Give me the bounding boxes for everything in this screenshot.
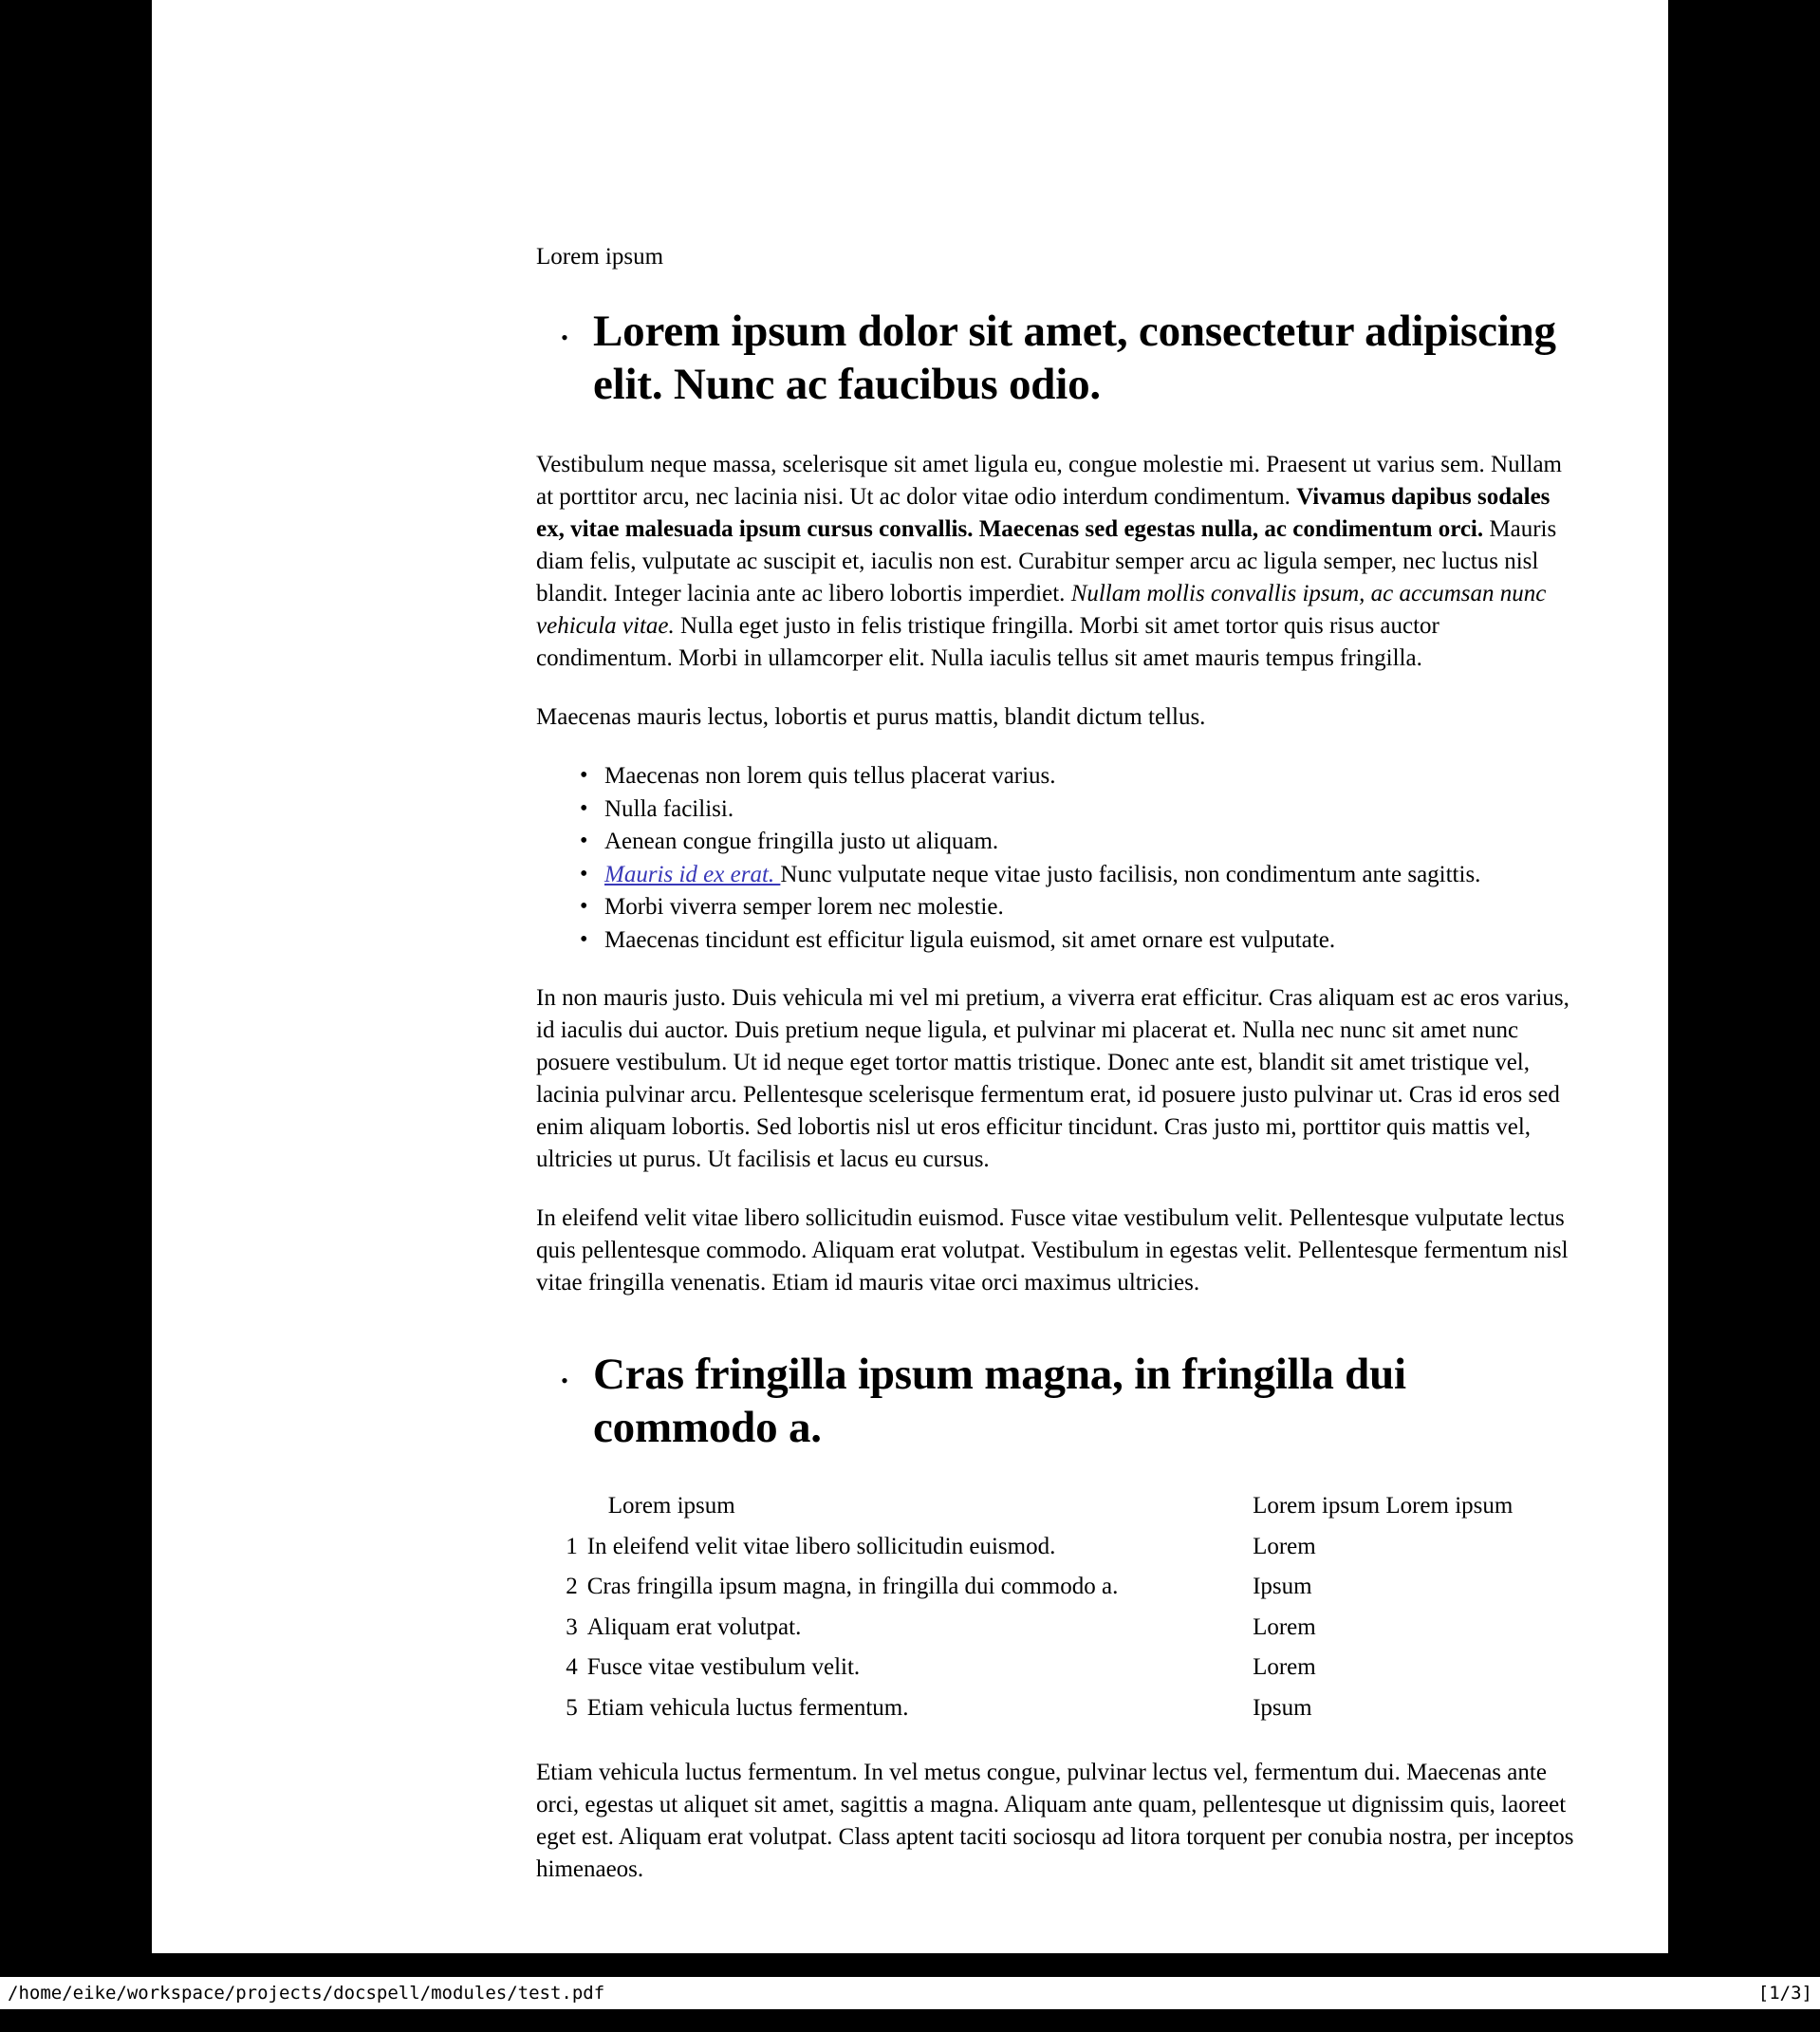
status-file-path: /home/eike/workspace/projects/docspell/modules/test.pdf [8, 1983, 605, 2004]
table-cell-val: Lorem [1253, 1654, 1316, 1681]
bullet-list [536, 760, 1580, 956]
running-head: Lorem ipsum [536, 244, 664, 270]
paragraph-1 [536, 449, 1580, 675]
heading-1-block [536, 306, 1580, 411]
paragraph-3: In non mauris justo. Duis vehicula mi vel mi pretium, a viverra erat efficitur. Cras aliquam est ac eros varius, id iaculis dui auctor. Duis pretium neque ligula, et pulvinar mi placerat et. Nulla nec nunc sit amet nunc posuere vestibulum. Ut id neque eget tortor mattis tristique. Donec ante est, blandit sit amet tristique vel, lacinia pulvinar arcu. Pellentesque scelerisque fermentum erat, id posuere justo pulvinar ut. Cras id eros sed enim aliquam lobortis. Sed lobortis nisl ut eros efficitur tincidunt. Cras justo mi, porttitor quis mattis vel, ultricies ut purus. Ut facilisis et lacus eu cursus. [536, 985, 1569, 1173]
table-header-num [544, 1486, 587, 1527]
paragraph-2: Maecenas mauris lectus, lobortis et purus mattis, blandit dictum tellus. [536, 704, 1206, 731]
table-cell-val: Lorem [1253, 1533, 1316, 1559]
list-item [576, 859, 1580, 891]
table-cell-num: 2 [566, 1574, 578, 1600]
table-row [544, 1567, 1578, 1608]
status-page-indicator: [1/3] [1757, 1983, 1812, 2004]
paragraph-1-bold: Vivamus dapibus sodales ex, vitae malesuada ipsum cursus convallis. Maecenas sed egestas nulla, ac condimentum orci. [536, 484, 1551, 543]
table-row [544, 1688, 1578, 1729]
table-cell-val: Ipsum [1253, 1574, 1312, 1600]
table-cell-num: 5 [566, 1694, 578, 1721]
paragraph-5: Etiam vehicula luctus fermentum. In vel metus congue, pulvinar lectus vel, fermentum dui. Maecenas ante orci, egestas ut aliquet sit amet, sagittis a magna. Aliquam ante quam, pellentesque ut dignissim quis, laoreet eget est. Aliquam erat volutpat. Class aptent taciti sociosqu ad litora torquent per conubia nostra, per inceptos himenaeos. [536, 1760, 1574, 1883]
table-cell-num: 4 [566, 1654, 578, 1681]
inline-link[interactable]: Mauris id ex erat. [604, 861, 781, 887]
heading-2-block [536, 1349, 1580, 1454]
list-item [576, 826, 1580, 858]
table-cell-num: 3 [566, 1613, 578, 1640]
list-item [576, 760, 1580, 792]
table-cell-desc: Aliquam erat volutpat. [586, 1613, 802, 1640]
table-cell-desc: Fusce vitae vestibulum velit. [586, 1654, 861, 1681]
table-row [544, 1648, 1578, 1688]
list-item-text: Nunc vulputate neque vitae justo facilisis, non condimentum ante sagittis. [780, 861, 1481, 887]
data-table [544, 1486, 1578, 1728]
list-item-text: Maecenas non lorem quis tellus placerat varius. [604, 763, 1056, 790]
table-row [544, 1527, 1578, 1568]
list-item [576, 891, 1580, 923]
heading-bullet-icon [536, 1349, 593, 1412]
list-item-text: Nulla facilisi. [604, 795, 734, 822]
list-item [576, 793, 1580, 826]
paragraph-4: In eleifend velit vitae libero sollicitudin euismod. Fusce vitae vestibulum velit. Pellentesque vulputate lectus quis pellentesque commodo. Aliquam erat volutpat. Vestibulum in egestas velit. Pellentesque fermentum nisl vitae fringilla venenatis. Etiam id mauris vitae orci maximus ultricies. [536, 1205, 1569, 1296]
table-header-desc: Lorem ipsum [607, 1493, 735, 1519]
list-item-text: Maecenas tincidunt est efficitur ligula euismod, sit amet ornare est vulputate. [604, 926, 1336, 953]
paragraph-1-italic: Nullam mollis convallis ipsum, ac accumsan nunc vehicula vitae. [536, 581, 1547, 640]
page-content [536, 242, 1580, 1912]
table-cell-val: Lorem [1253, 1613, 1316, 1640]
section-title: Cras fringilla ipsum magna, in fringilla dui commodo a. [593, 1350, 1406, 1452]
paragraph-1-part-a: Vestibulum neque massa, scelerisque sit amet ligula eu, congue molestie mi. Praesent ut varius sem. Nullam at porttitor arcu, nec lacinia nisi. Ut ac dolor vitae odio interdum condimentum. [536, 452, 1563, 511]
list-item-text: Aenean congue fringilla justo ut aliquam. [604, 829, 999, 855]
table-cell-val: Ipsum [1253, 1694, 1312, 1721]
table-header-val: Lorem ipsum Lorem ipsum [1253, 1493, 1514, 1519]
table-header-row [544, 1486, 1578, 1527]
table-cell-desc: Etiam vehicula luctus fermentum. [586, 1694, 909, 1721]
pdf-page [152, 0, 1668, 1953]
status-bar [0, 1977, 1820, 2009]
list-item [576, 924, 1580, 957]
paragraph-1-part-c: Mauris diam felis, vulputate ac suscipit et, iaculis non est. Curabitur semper arcu ac ligula semper, nec luctus nisl blandit. Integer lacinia ante ac libero lobortis imperdiet. [536, 516, 1557, 607]
table-cell-desc: In eleifend velit vitae libero sollicitudin euismod. [586, 1533, 1056, 1559]
page-title: Lorem ipsum dolor sit amet, consectetur adipiscing elit. Nunc ac faucibus odio. [593, 307, 1556, 409]
paragraph-1-part-e: Nulla eget justo in felis tristique fringilla. Morbi sit amet tortor quis risus auctor condimentum. Morbi in ullamcorper elit. Nulla iaculis tellus sit amet mauris tempus fringilla. [536, 613, 1439, 672]
table-cell-desc: Cras fringilla ipsum magna, in fringilla dui commodo a. [586, 1574, 1119, 1600]
list-item-text: Morbi viverra semper lorem nec molestie. [604, 894, 1004, 921]
table-cell-num: 1 [566, 1533, 578, 1559]
table-row [544, 1608, 1578, 1649]
heading-bullet-icon [536, 306, 593, 369]
